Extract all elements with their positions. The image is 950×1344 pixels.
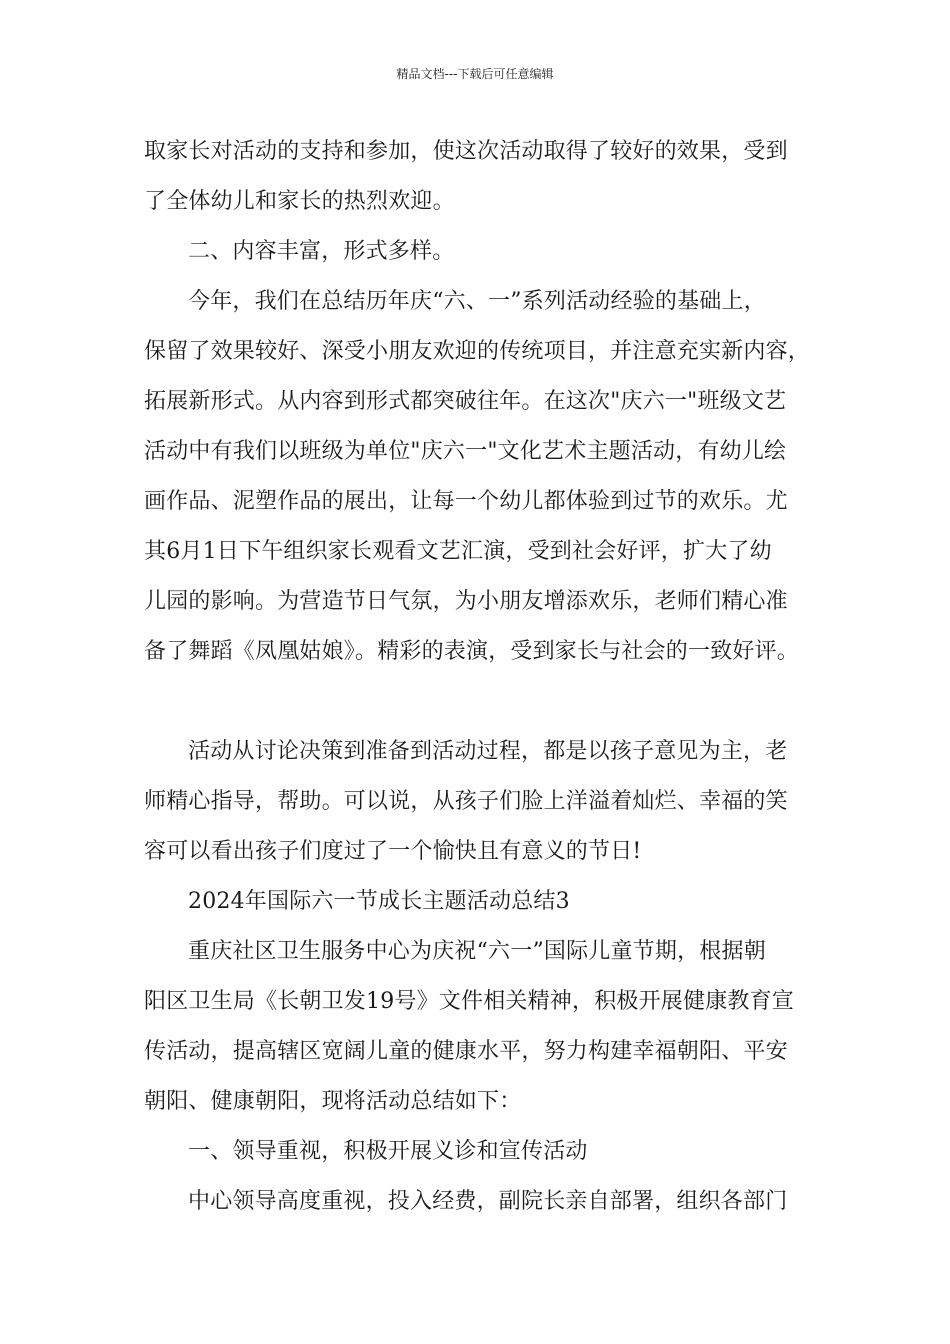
- text-line: 阳区卫生局《长朝卫发19号》文件相关精神，积极开展健康教育宣: [144, 989, 794, 1014]
- document-body: [144, 132, 810, 1232]
- text-line: 其6月1日下午组织家长观看文艺汇演，受到社会好评，扩大了幼: [144, 539, 772, 564]
- text-line: 了全体幼儿和家长的热烈欢迎。: [144, 189, 455, 214]
- text-line: 传活动，提高辖区宽阔儿童的健康水平，努力构建幸福朝阳、平安: [144, 1039, 788, 1064]
- text-line: 儿园的影响。为营造节日气氛，为小朋友增添欢乐，老师们精心准: [144, 589, 788, 614]
- text-line: 备了舞蹈《凤凰姑娘》。精彩的表演，受到家长与社会的一致好评。: [144, 639, 800, 664]
- text-line: 画作品、泥塑作品的展出，让每一个幼儿都体验到过节的欢乐。尤: [144, 489, 788, 514]
- section-heading: 一、领导重视，积极开展义诊和宣传活动: [188, 1139, 588, 1164]
- paragraph-start: 活动从讨论决策到准备到活动过程，都是以孩子意见为主，老: [188, 739, 788, 764]
- text-line: 朝阳、健康朝阳，现将活动总结如下：: [144, 1089, 522, 1114]
- text-line: 师精心指导，帮助。可以说，从孩子们脸上洋溢着灿烂、幸福的笑: [144, 789, 788, 814]
- paragraph-start: 今年，我们在总结历年庆“六、一”系列活动经验的基础上，: [188, 289, 766, 314]
- paragraph-start: 重庆社区卫生服务中心为庆祝“六一”国际儿童节期，根据朝: [188, 939, 766, 964]
- text-line: 取家长对活动的支持和参加，使这次活动取得了较好的效果，受到: [144, 139, 788, 164]
- paragraph-start: 中心领导高度重视，投入经费，副院长亲自部署，组织各部门: [188, 1189, 788, 1214]
- section-heading: 二、内容丰富，形式多样。: [188, 239, 455, 264]
- text-line: 容可以看出孩子们度过了一个愉快且有意义的节日!: [144, 839, 642, 864]
- page-header: 精品文档---下载后可任意编辑: [396, 67, 554, 81]
- section-title: 2024年国际六一节成长主题活动总结3: [188, 889, 570, 914]
- text-line: 拓展新形式。从内容到形式都突破往年。在这次"庆六一"班级文艺: [144, 389, 787, 414]
- paragraph-gap: [144, 682, 810, 732]
- text-line: 保留了效果较好、深受小朋友欢迎的传统项目，并注意充实新内容，: [144, 339, 811, 364]
- text-line: 活动中有我们以班级为单位"庆六一"文化艺术主题活动，有幼儿绘: [144, 439, 787, 464]
